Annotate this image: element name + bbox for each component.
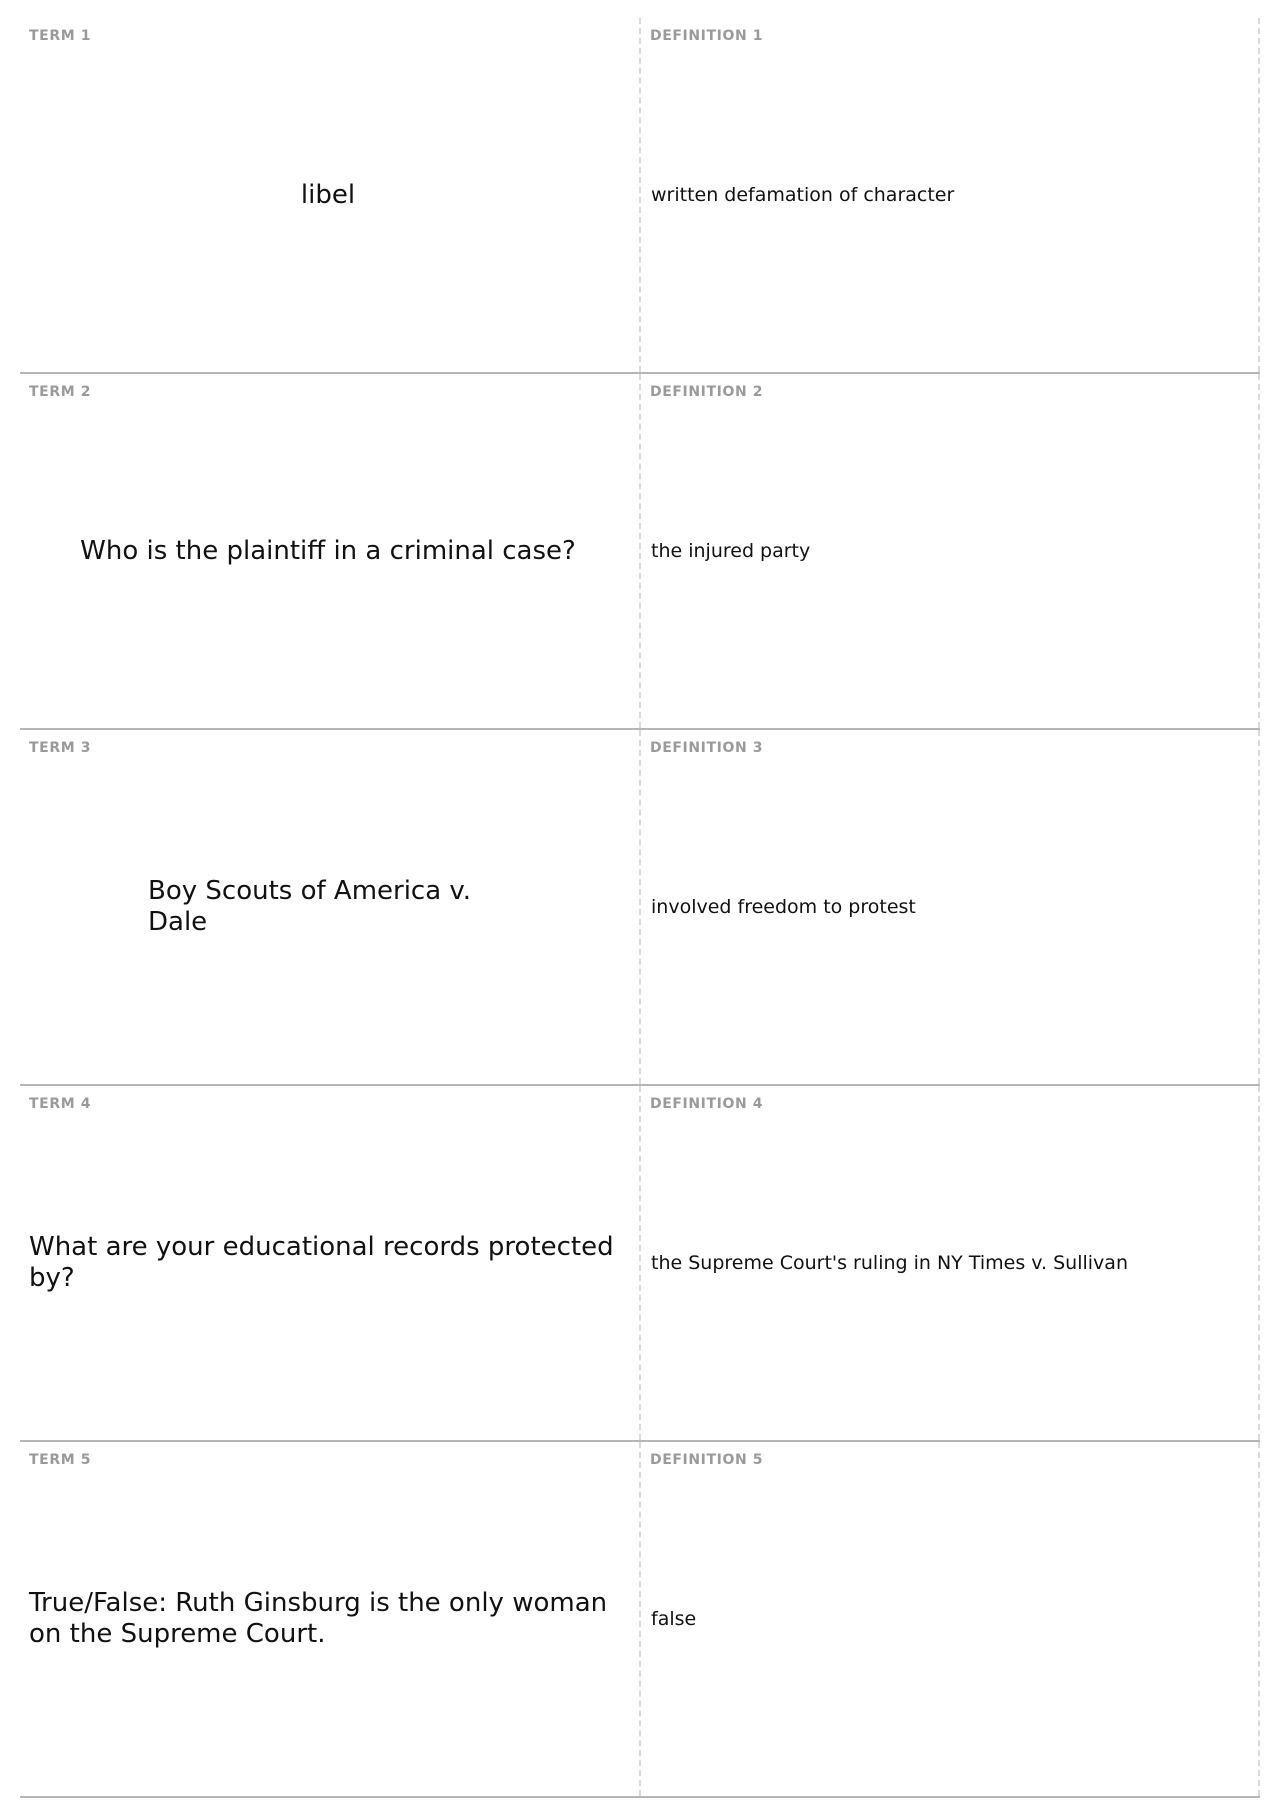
definition-cell <box>641 730 1260 1084</box>
term-label: TERM 1 <box>29 28 92 44</box>
term-label: TERM 5 <box>29 1452 92 1468</box>
term-text: libel <box>300 179 356 210</box>
term-cell <box>20 1086 641 1440</box>
definition-text: written defamation of character <box>651 184 955 206</box>
definition-cell <box>641 1442 1260 1796</box>
definition-label: DEFINITION 2 <box>650 384 764 400</box>
definition-cell <box>641 374 1260 728</box>
flashcard-row <box>20 18 1260 374</box>
definition-text: the Supreme Court's ruling in NY Times v. Sullivan <box>651 1252 1128 1274</box>
flashcard-row <box>20 374 1260 730</box>
definition-label: DEFINITION 5 <box>650 1452 764 1468</box>
term-cell <box>20 374 641 728</box>
term-text: Boy Scouts of America v. Dale <box>148 876 472 937</box>
definition-label: DEFINITION 1 <box>650 28 764 44</box>
definition-label: DEFINITION 3 <box>650 740 764 756</box>
definition-text: involved freedom to protest <box>651 896 916 918</box>
flashcard-row <box>20 730 1260 1086</box>
flashcard-row <box>20 1442 1260 1798</box>
term-cell <box>20 730 641 1084</box>
flashcard-sheet <box>20 18 1260 1798</box>
definition-text: false <box>651 1608 697 1630</box>
definition-cell <box>641 18 1260 372</box>
term-cell <box>20 18 641 372</box>
flashcard-row <box>20 1086 1260 1442</box>
definition-text: the injured party <box>651 540 811 562</box>
definition-label: DEFINITION 4 <box>650 1096 764 1112</box>
term-label: TERM 4 <box>29 1096 92 1112</box>
definition-cell <box>641 1086 1260 1440</box>
term-text: Who is the plaintiff in a criminal case? <box>80 535 576 566</box>
term-text: True/False: Ruth Ginsburg is the only woman on the Supreme Court. <box>29 1588 608 1649</box>
term-text: What are your educational records protected by? <box>29 1232 614 1293</box>
term-cell <box>20 1442 641 1796</box>
term-label: TERM 2 <box>29 384 92 400</box>
term-label: TERM 3 <box>29 740 92 756</box>
